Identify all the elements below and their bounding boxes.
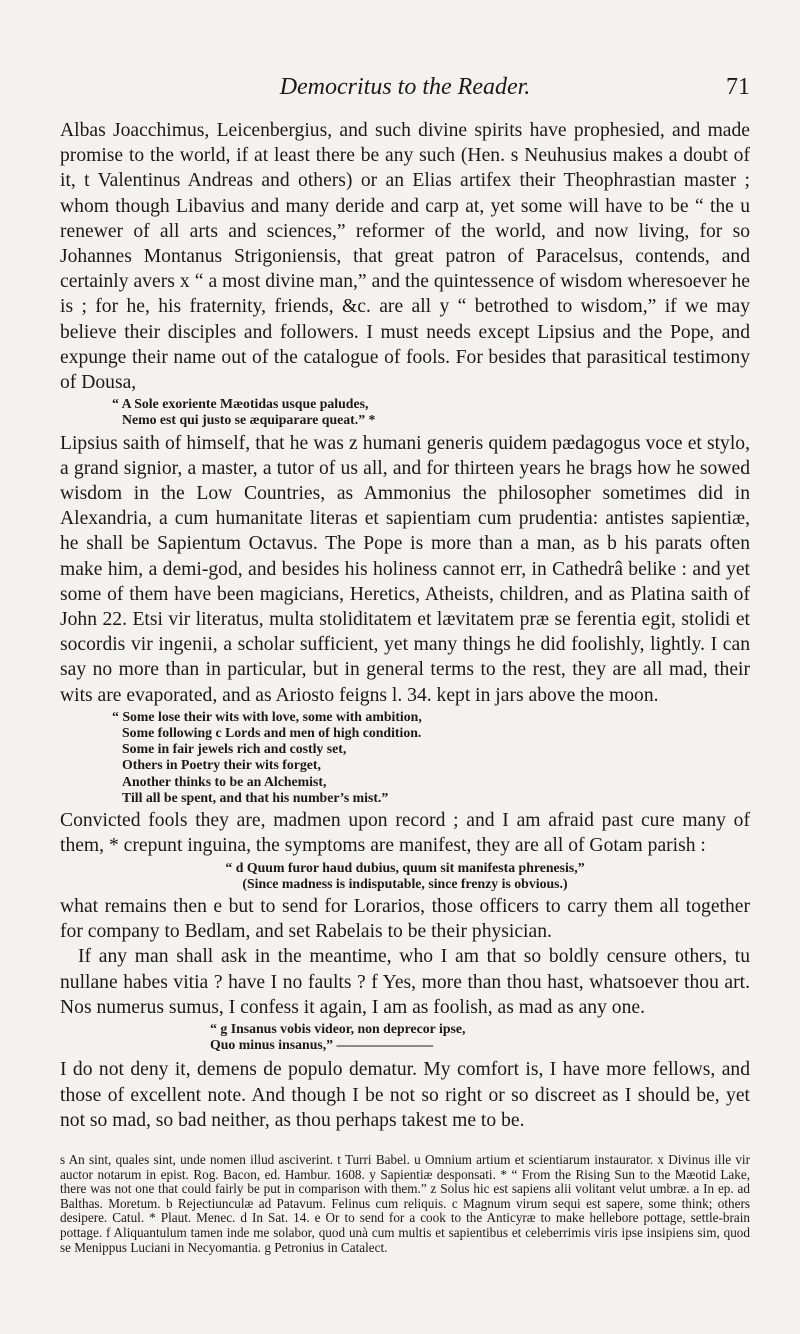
running-title: Democritus to the Reader. [279,74,531,100]
verse-line: Another thinks to be an Alchemist, [122,773,327,789]
verse-line: (Since madness is indisputable, since frenzy is obvious.) [242,875,568,891]
verse-quote-dousa [112,396,750,428]
verse-line: Some in fair jewels rich and costly set, [122,741,347,757]
verse-line: Some following c Lords and men of high condition. [122,725,422,741]
verse-line: “ Some lose their wits with love, some with ambition, [112,708,422,724]
paragraph-3: Convicted fools they are, madmen upon record ; and I am afraid past cure many of them, * crepunt inguina, the symptoms are manifest, they are all of Gotam parish : [60,810,750,857]
verse-line: Nemo est qui justo se æquiparare queat.” * [122,412,376,428]
verse-line: “ A Sole exoriente Mæotidas usque paludes, [112,396,369,412]
verse-quote-petronius [210,1021,750,1053]
verse-line: “ g Insanus vobis videor, non deprecor ipse, [210,1020,466,1036]
paragraph-1: Albas Joacchimus, Leicenbergius, and such divine spirits have prophesied, and made promise to the world, if at least there be any such (Hen. s Neuhusius makes a doubt of it, t Valentinus Andreas and others) or an Elias artifex their Theophrastian master ; whom though Libavius and many deride and carp at, yet some will have to be “ the u renewer of all arts and sciences,” reformer of the world, and now living, for so Johannes Montanus Strigoniensis, that great patron of Paracelsus, contends, and certainly avers x “ a most divine man,” and the quintessence of wisdom wheresoever he is ; for he, his fraternity, friends, &c. are all y “ betrothed to wisdom,” if we may believe their disciples and followers. I must needs except Lipsius and the Pope, and expunge their name out of the catalogue of fools. For besides that parasitical testimony of Dousa, [60,120,750,394]
verse-line: Quo minus insanus,” ——————— [210,1037,434,1053]
verse-line: Till all be spent, and that his number’s mist.” [122,789,389,805]
footnote-block: s An sint, quales sint, unde nomen illud asciverint. t Turri Babel. u Omnium artium et scientiarum instaurator. x Divinus ille vir auctor notarum in epist. Rog. Bacon, ed. Hambur. 1608. y Sapientiæ desponsati. * “ From the Rising Sun to the Mæotid Lake, there was not one that could fairly be put in comparison with them.” z Solus hic est sapiens alii volitant velut umbræ. a In ep. ad Balthas. Moretum. b Rejectiunculæ ad Patavum. Felinus cum reliquis. c Magnum virum sequi est sapere, some think; others desipere. Catul. * Plaut. Menec. d In Sat. 14. e Or to send for a cook to the Anticyræ to make hellebore pottage, settle-brain pottage. f Aliquantulum tamen inde me solabor, quod unà cum multis et sapientibus et celeberrimis viris ipse insipiens sim, quod se Menippus Luciani in Necyomantia. g Petronius in Catalect. [60,1152,750,1255]
page-number: 71 [726,74,750,100]
footnotes [60,1153,750,1255]
paragraph-6: I do not deny it, demens de populo dematur. My comfort is, I have more fellows, and those of excellent note. And though I be not so right or so discreet as I should be, yet not so mad, so bad neither, as thou perhaps takest me to be. [60,1059,750,1131]
running-head [60,74,750,104]
verse-line: “ d Quum furor haud dubius, quum sit manifesta phrenesis,” [225,859,585,875]
verse-quote-ariosto [112,709,750,806]
paragraph-5: If any man shall ask in the meantime, who I am that so boldly censure others, tu nullane habes vitia ? have I no faults ? f Yes, more than thou hast, whatsoever thou art. Nos numerus sumus, I confess it again, I am as foolish, as mad as any one. [60,946,750,1018]
verse-quote-juvenal [60,860,750,892]
paragraph-4: what remains then e but to send for Lorarios, those officers to carry them all together for company to Bedlam, and set Rabelais to be their physician. [60,895,750,943]
verse-line: Others in Poetry their wits forget, [122,757,321,773]
paragraph-2: Lipsius saith of himself, that he was z humani generis quidem pædagogus voce et stylo, a grand signior, a master, a tutor of us all, and for thirteen years he brags how he sowed wisdom in the Low Countries, as Ammonius the philosopher sometimes did in Alexandria, a cum humanitate literas et sapientiam cum prudentia: antistes sapientiæ, he shall be Sapientum Octavus. The Pope is more than a man, as b his parats often make him, a demi-god, and besides his holiness cannot err, in Cathedrâ belike : and yet some of them have been magicians, Heretics, Atheists, children, and as Platina saith of John 22. Etsi vir literatus, multa stoliditatem et lævitatem præ se ferentia egit, stolidi et socordis vir ingenii, a scholar sufficient, yet many things he did foolishly, lightly. I can say no more than in particular, but in general terms to the rest, they are all mad, their wits are evaporated, and as Ariosto feigns l. 34. kept in jars above the moon. [60,432,750,706]
main-text [60,118,750,1133]
